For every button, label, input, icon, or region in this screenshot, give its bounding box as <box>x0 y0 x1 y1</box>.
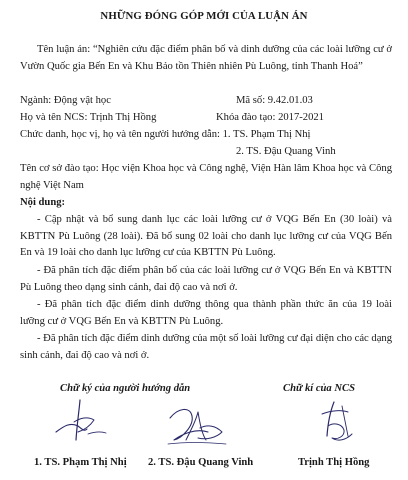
course: Khóa đào tạo: 2017-2021 <box>216 112 324 123</box>
student-name: Trịnh Thị Hồng <box>298 457 370 468</box>
student-signature-heading: Chữ kí của NCS <box>283 383 355 394</box>
supervisor2-signature <box>160 398 232 450</box>
content-item-1: - Cập nhật và bổ sung danh lục các loài lưỡng cư ở VQG Bến En (30 loài) và KBTTN Pù Luông (28 loài). Đã bổ sung 02 loài cho danh lục lưỡng cư của VQG Bến En và 19 loài cho danh lục lưỡng cư của KBTTN Pù Luông. <box>20 214 392 259</box>
institution: Tên cơ sở đào tạo: Học viện Khoa học và Công nghệ, Viện Hàn lâm Khoa học và Công nghệ Việt Nam <box>20 163 392 191</box>
content-item-4: - Đã phân tích đặc điểm dinh dưỡng của một số loài lưỡng cư đại diện cho các dạng sinh cảnh, đai độ cao và nơi ở. <box>20 333 392 361</box>
code: Mã số: 9.42.01.03 <box>236 95 313 106</box>
supervisors-line1: Chức danh, học vị, họ và tên người hướng dẫn: 1. TS. Phạm Thị Nhị <box>20 129 311 140</box>
student-row <box>20 110 392 127</box>
supervisor1-name: 1. TS. Phạm Thị Nhị <box>34 457 127 468</box>
supervisor-signature-heading: Chữ ký của người hướng dẫn <box>60 383 191 394</box>
major: Ngành: Động vật học <box>20 95 111 106</box>
content-heading: Nội dung <box>20 197 62 208</box>
content-heading-row: Nội dung: <box>20 197 66 208</box>
page-title: NHỮNG ĐÓNG GÓP MỚI CỦA LUẬN ÁN <box>100 10 308 22</box>
content-item-2: - Đã phân tích đặc điểm phân bố của các loài lưỡng cư ở VQG Bến En và KBTTN Pù Luông theo dạng sinh cảnh, đai độ cao và nơi ở. <box>20 265 392 293</box>
student: Họ và tên NCS: Trịnh Thị Hồng <box>20 112 157 123</box>
supervisors-line2: 2. TS. Đậu Quang Vinh <box>236 146 336 157</box>
student-signature <box>314 396 362 448</box>
thesis-title: Tên luận án: “Nghiên cứu đặc điểm phân bố và dinh dưỡng của các loài lưỡng cư ở Vườn Quốc gia Bến En và Khu Bảo tồn Thiên nhiên Pù Luông, tỉnh Thanh Hoá” <box>20 44 392 72</box>
supervisor2-name: 2. TS. Đậu Quang Vinh <box>148 457 254 468</box>
major-row <box>20 93 392 110</box>
content-item-3: - Đã phân tích đặc điểm dinh dưỡng thông qua thành phần thức ăn của 19 loài lưỡng cư ở VQG Bến En và KBTTN Pù Luông. <box>20 299 392 327</box>
supervisor1-signature <box>50 396 110 448</box>
